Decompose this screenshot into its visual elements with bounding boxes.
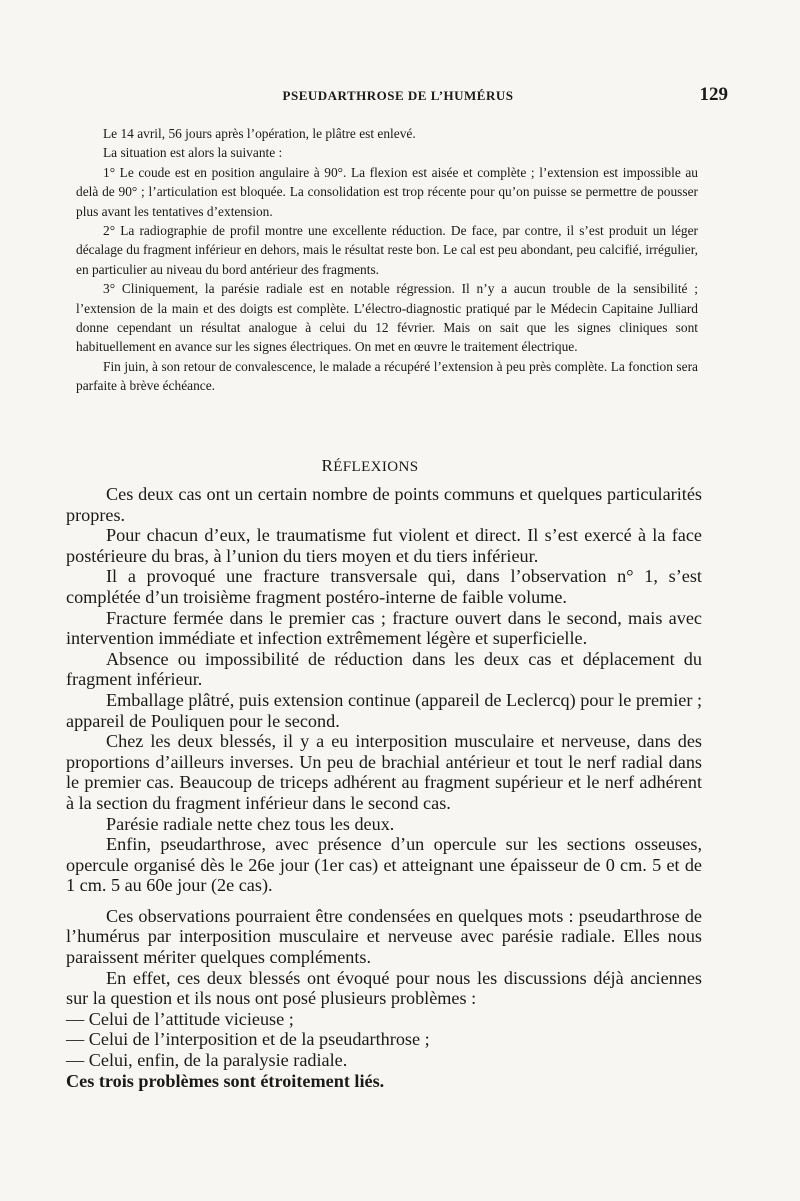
problem-item: — Celui, enfin, de la paralysie radiale. bbox=[66, 1050, 348, 1071]
paragraph: Ces observations pourraient être condensées en quelques mots : pseudarthrose de l’humérus par interposition musculaire et nerveuse avec parésie radiale. Elles nous paraissent mériter quelques compléments. bbox=[66, 905, 702, 968]
heading-rest: ÉFLEXIONS bbox=[333, 459, 419, 475]
paragraph: Emballage plâtré, puis extension continue (appareil de Leclercq) pour le premier ; appareil de Pouliquen pour le second. bbox=[66, 689, 702, 731]
paragraph: 3° Cliniquement, la parésie radiale est en notable régression. Il n’y a aucun trouble de la sensibilité ; l’extension de la main et des doigts est complète. L’électro-diagnostic pratiqué par le Médecin Capitaine Julliard donne cependant un résultat analogue à celui du 12 février. Mais on sait que les signes cliniques sont habituellement en avance sur les signes électriques. On met en œuvre le traitement électrique. bbox=[76, 281, 698, 355]
paragraph: 1° Le coude est en position angulaire à 90°. La flexion est aisée et complète ; l’extension est impossible au delà de 90° ; l’articulation est bloquée. La consolidation est trop récente pour qu’on puisse se permettre de pousser plus avant les tentatives d’extension. bbox=[76, 164, 698, 219]
paragraph: Fin juin, à son retour de convalescence, le malade a récupéré l’extension à peu près complète. La fonction sera parfaite à brève échéance. bbox=[76, 358, 698, 394]
paragraph: En effet, ces deux blessés ont évoqué pour nous les discussions déjà anciennes sur la question et ils nous ont posé plusieurs problèmes : bbox=[66, 967, 702, 1009]
closing-sentence: Ces trois problèmes sont étroitement liés. bbox=[66, 1070, 385, 1091]
paragraph: Chez les deux blessés, il y a eu interposition musculaire et nerveuse, dans des proportions d’ailleurs inverses. Un peu de brachial antérieur et tout le nerf radial dans le premier cas. Beaucoup de triceps adhérent au fragment supérieur et le nerf adhérent à la section du fragment inférieur dans le second cas. bbox=[66, 731, 702, 813]
paragraph: Enfin, pseudarthrose, avec présence d’un opercule sur les sections osseuses, opercule organisé dès le 26e jour (1er cas) et atteignant une épaisseur de 0 cm. 5 et de 1 cm. 5 au 60e jour (2e cas). bbox=[66, 834, 702, 896]
paragraph: 2° La radiographie de profil montre une excellente réduction. De face, par contre, il s’est produit un léger décalage du fragment inférieur en dehors, mais le résultat reste bon. Le cal est peu abondant, peu calcifié, irrégulier, en particulier au niveau du bord antérieur des fragments. bbox=[76, 223, 698, 277]
paragraph: La situation est alors la suivante : bbox=[103, 145, 283, 161]
section-heading bbox=[0, 456, 740, 476]
case-report-block bbox=[76, 124, 698, 396]
heading-initial: R bbox=[321, 456, 334, 475]
paragraph: Pour chacun d’eux, le traumatisme fut violent et direct. Il s’est exercé à la face postérieure du bras, à l’union du tiers moyen et du tiers inférieur. bbox=[66, 525, 702, 566]
reflections-block bbox=[66, 484, 702, 1091]
paragraph: Fracture fermée dans le premier cas ; fracture ouvert dans le second, mais avec intervention immédiate et infection extrêmement légère et superficielle. bbox=[66, 607, 702, 649]
page-header bbox=[78, 84, 728, 108]
page-number: 129 bbox=[699, 84, 728, 105]
paragraph: Le 14 avril, 56 jours après l’opération, le plâtre est enlevé. bbox=[103, 126, 416, 141]
paragraph: Absence ou impossibilité de réduction dans les deux cas et déplacement du fragment inférieur. bbox=[66, 648, 702, 690]
paragraph: Il a provoqué une fracture transversale qui, dans l’observation n° 1, s’est complétée d’un troisième fragment postéro-interne de faible volume. bbox=[66, 566, 702, 607]
problem-item: — Celui de l’attitude vicieuse ; bbox=[66, 1008, 294, 1029]
running-title: PSEUDARTHROSE DE L’HUMÉRUS bbox=[282, 88, 514, 103]
paragraph: Ces deux cas ont un certain nombre de points communs et quelques particularités propres. bbox=[66, 484, 702, 525]
problem-item: — Celui de l’interposition et de la pseudarthrose ; bbox=[66, 1029, 430, 1050]
paragraph: Parésie radiale nette chez tous les deux. bbox=[106, 813, 395, 834]
